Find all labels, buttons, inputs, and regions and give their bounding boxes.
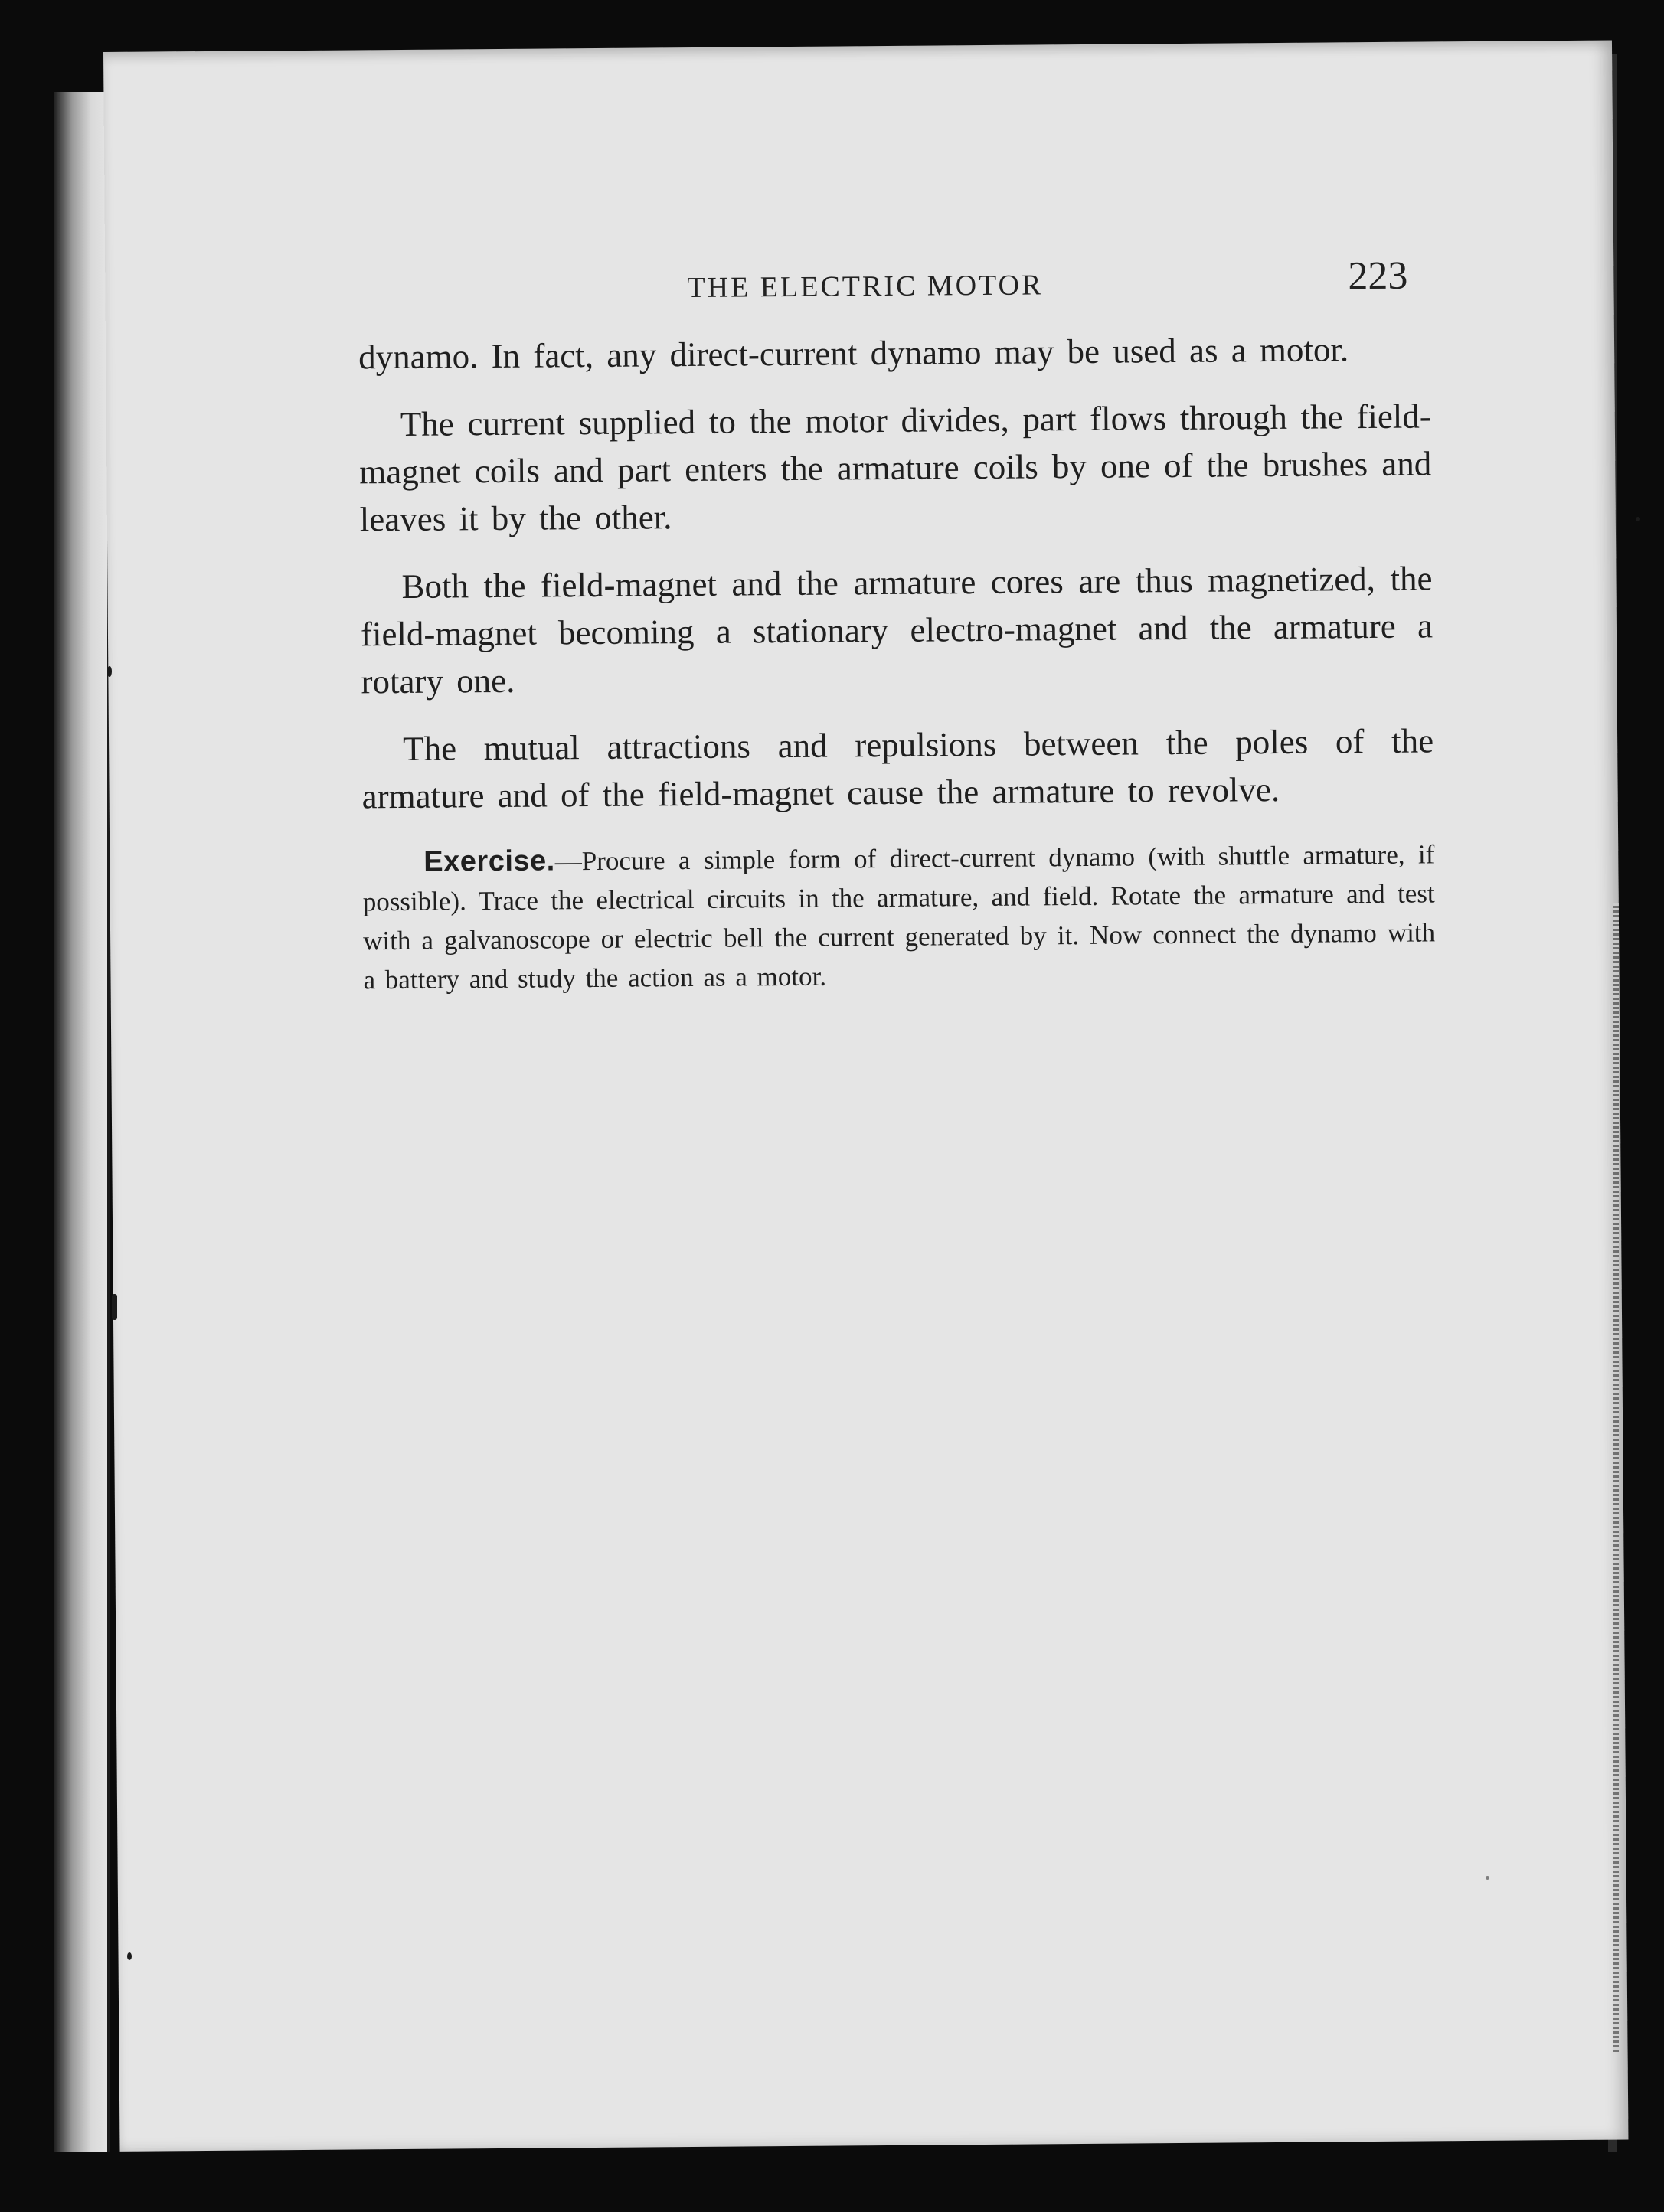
body-text: [358, 325, 1434, 820]
scan-speck: [107, 666, 112, 677]
scan-speck: [1486, 1876, 1489, 1880]
exercise-block: [362, 835, 1436, 999]
page-content: [358, 248, 1436, 999]
exercise-label: Exercise.: [423, 845, 555, 878]
paragraph-attractions: The mutual attractions and repulsions between the poles of the armature and of the field-magnet cause the armature to revolve.: [361, 721, 1434, 816]
scan-speck: [1636, 517, 1640, 521]
page-gutter: [54, 92, 107, 2152]
paragraph-continuation: dynamo. In fact, any direct-current dynamo may be used as a motor.: [358, 330, 1349, 377]
scan-speck: [112, 1294, 117, 1320]
paragraph-magnetized: Both the field-magnet and the armature cores are thus magnetized, the field-magnet becoming a stationary electro-magnet and the armature a rotary one.: [360, 559, 1434, 701]
page-stack-edge: [1613, 903, 1619, 2052]
running-head: [358, 248, 1430, 310]
page-number: 223: [1348, 253, 1408, 299]
running-title: THE ELECTRIC MOTOR: [687, 269, 1044, 305]
scan-speck: [127, 1952, 132, 1960]
paragraph-current-divides: The current supplied to the motor divides, part flows through the field-magnet coils and part enters the armature coils by one of the brushes and leaves it by the other.: [359, 397, 1432, 539]
book-page: [103, 41, 1628, 2152]
exercise-text: —Procure a simple form of direct-current dynamo (with shuttle armature, if possible). Trace the electrical circuits in the armature, and field. Rotate the armature and test with a galvanoscope or electric bell the current generated by it. Now connect the dynamo with a battery and study the action as a motor.: [362, 839, 1436, 995]
